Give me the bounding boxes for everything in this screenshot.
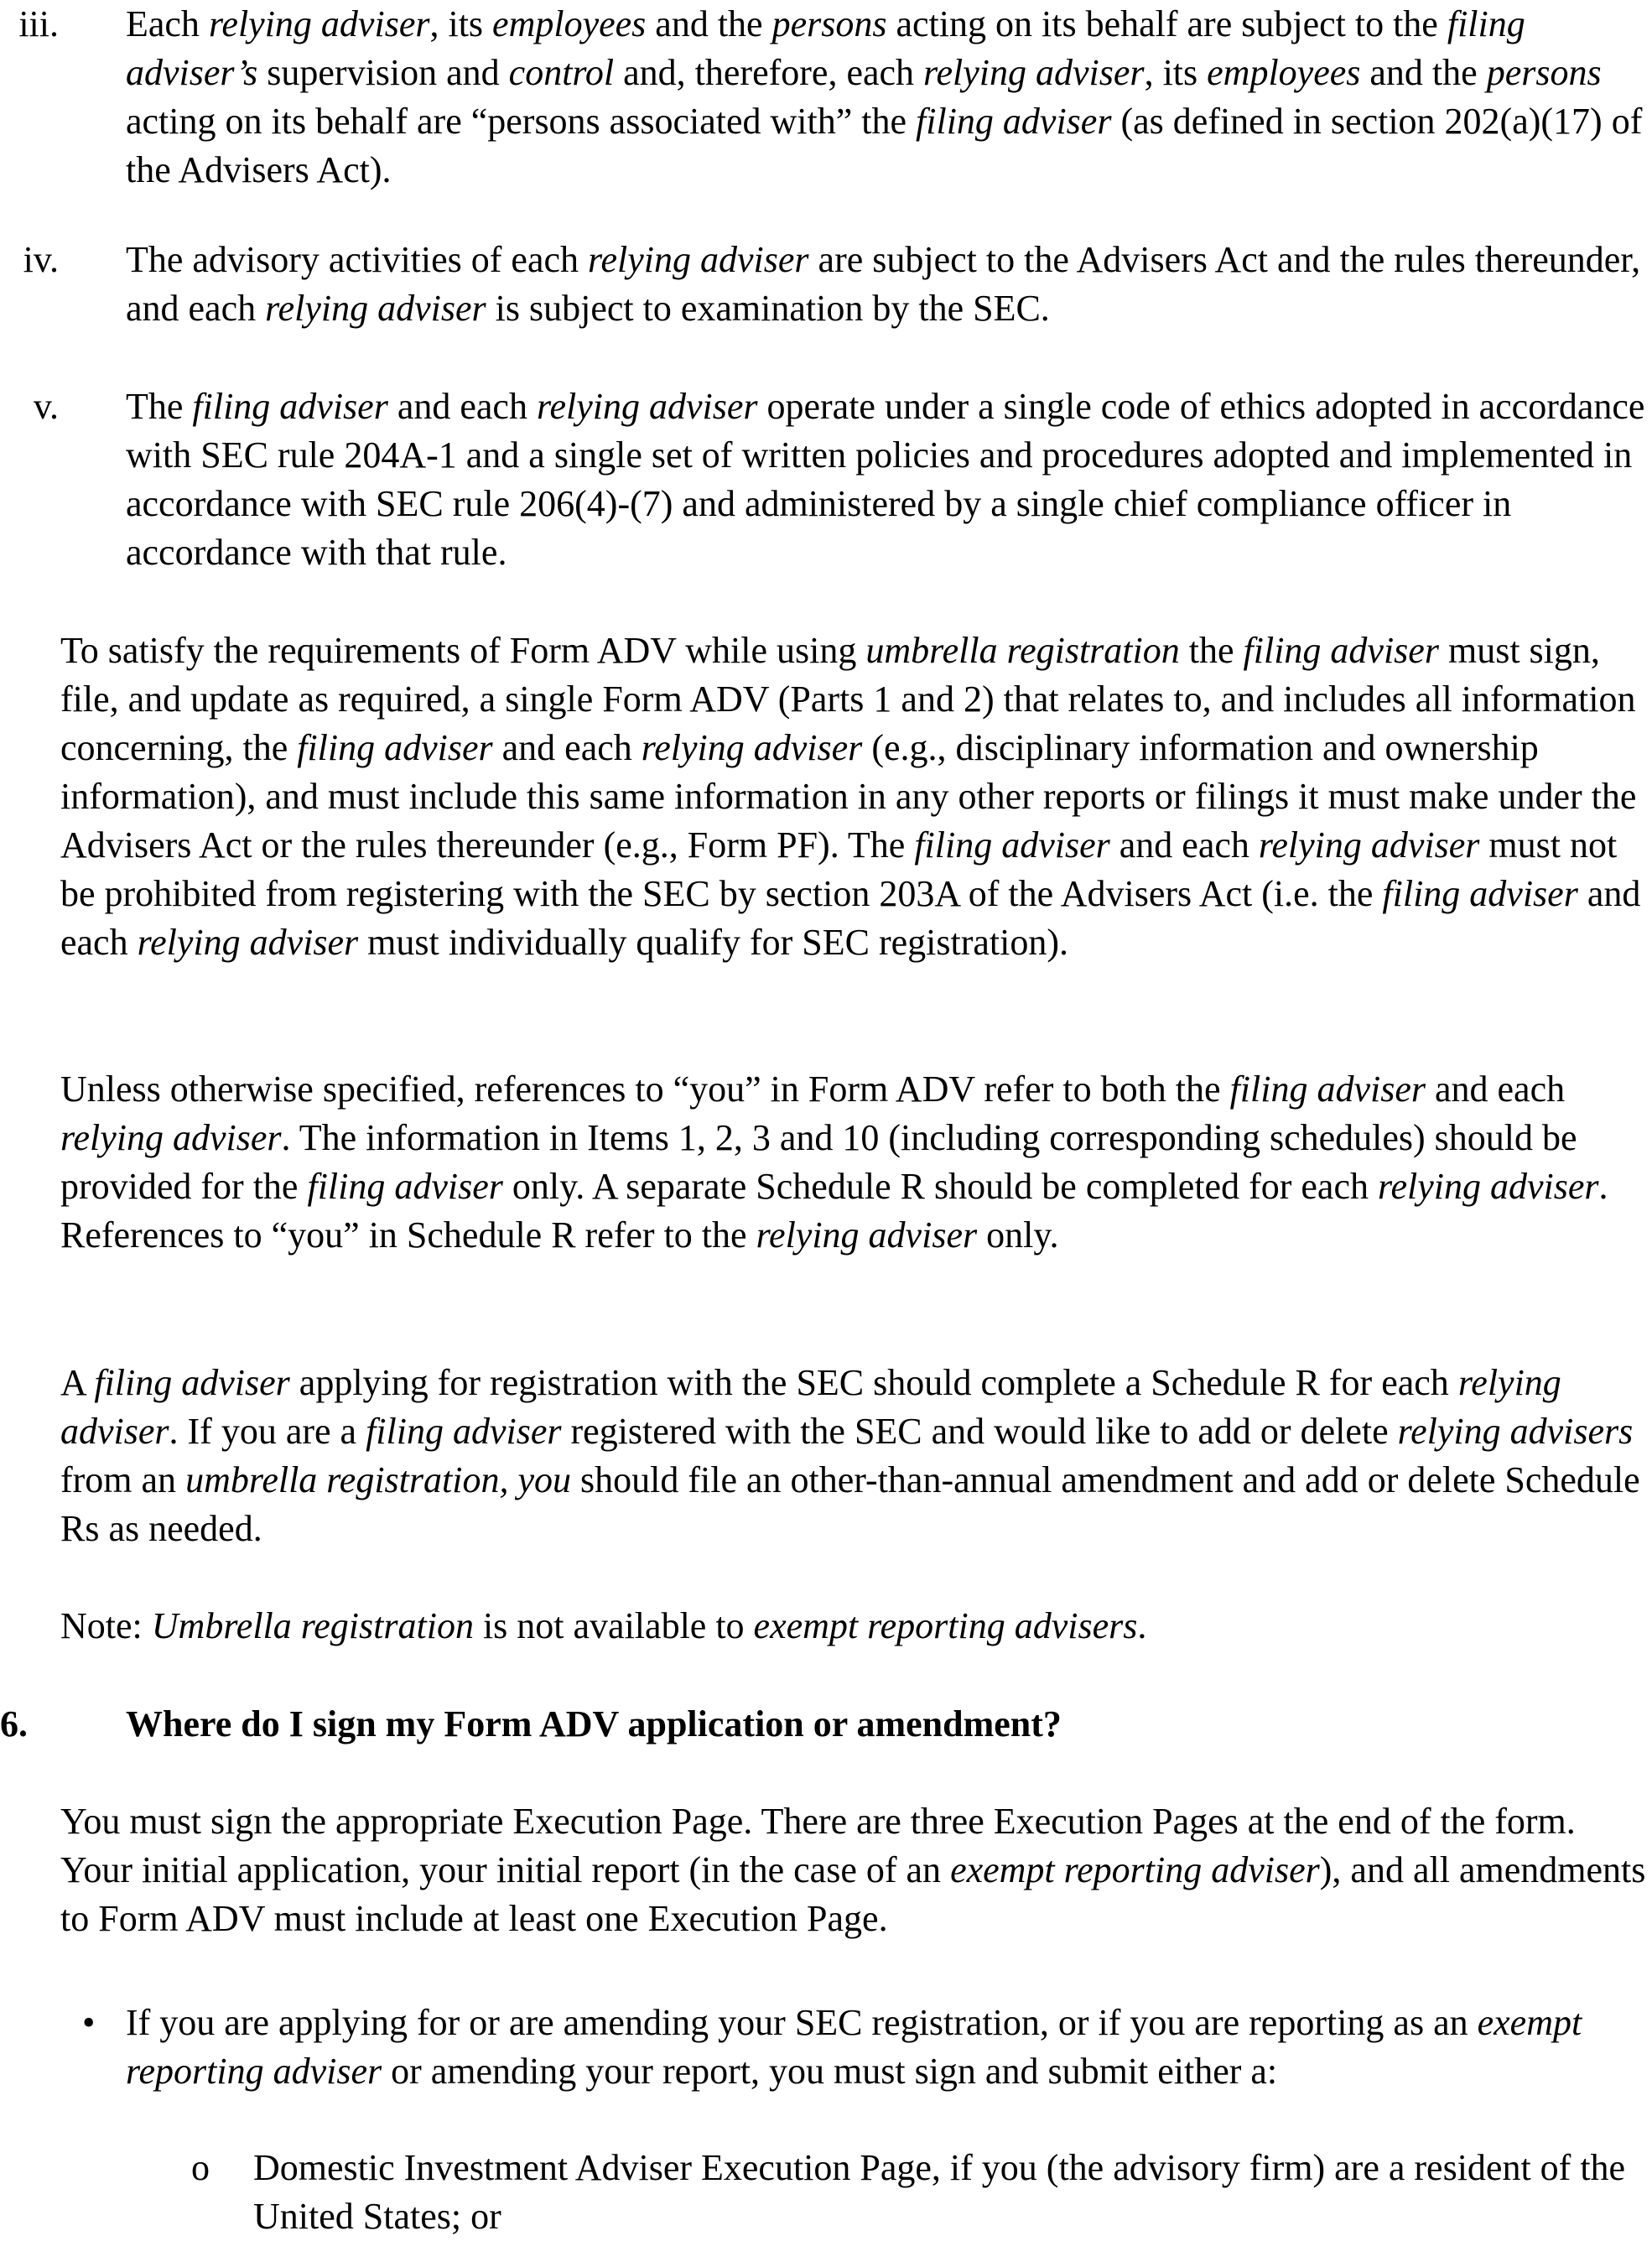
italic-term: filing adviser (1229, 1069, 1426, 1110)
italic-term: filing adviser (1382, 873, 1578, 914)
text-run: and the (1360, 52, 1487, 93)
list-item-text (126, 382, 1652, 577)
text-run: supervision and (257, 52, 509, 93)
list-item-text (126, 236, 1652, 333)
paragraph-answer (60, 1797, 1652, 1943)
text-run: The (126, 386, 193, 427)
italic-term: Umbrella registration (151, 1605, 474, 1646)
text-run: and the (646, 3, 772, 44)
italic-term: filing adviser (1243, 630, 1439, 671)
text-run: registered with the SEC and would like to add or delete (561, 1411, 1398, 1452)
italic-term: filing adviser (366, 1411, 562, 1452)
italic-term: relying adviser (137, 922, 359, 963)
text-run: is not available to (473, 1605, 754, 1646)
text-run: must individually qualify for SEC registration). (358, 922, 1069, 963)
text-run: , its (429, 3, 493, 44)
text-run: . The information in Items 1, 2, 3 and 10 (including corresponding schedules) should be provided for the (60, 1117, 1577, 1207)
paragraph-schedule-r (60, 1359, 1652, 1553)
text-run: only. (977, 1214, 1059, 1256)
text-run: Each (126, 3, 209, 44)
text-run: ), and all amendments to Form ADV must include at least one Execution Page. (60, 1849, 1646, 1939)
italic-term: control (508, 52, 615, 93)
italic-term: exempt reporting adviser (950, 1849, 1320, 1890)
text-run: Note: (60, 1605, 152, 1646)
italic-term: persons (771, 3, 887, 44)
text-run: must not be prohibited from registering with the SEC by section 203A of the Advisers Act (i.e. the (60, 824, 1618, 914)
text-run: operate under a single code of ethics adopted in accordance with SEC rule 204A-1 and a single set of written policies and procedures adopted and implemented in accordance with SEC rule 206(4)-(7) and administered by a single chief compliance officer in accordance with that rule. (126, 386, 1645, 573)
list-marker: v. (33, 386, 59, 427)
text-run: and each (387, 386, 537, 427)
text-run: . (1137, 1605, 1147, 1646)
question-number: 6. (0, 1703, 28, 1744)
text-run: Domestic Investment Adviser Execution Page, if you (the advisory firm) are a resident of the United States; or (253, 2147, 1626, 2237)
text-run: or amending your report, you must sign and submit either a: (382, 2051, 1278, 2092)
italic-term: employees (1207, 52, 1361, 93)
italic-term: filing adviser (297, 727, 493, 768)
text-run: If you are applying for or are amending your SEC registration, or if you are reporting as an (126, 2002, 1478, 2043)
italic-term: employees (492, 3, 647, 44)
text-run: are subject to the Advisers Act and the rules thereunder, and each (126, 239, 1641, 329)
text-run: (as defined in section 202(a)(17) of the Advisers Act). (126, 101, 1643, 190)
italic-term: relying adviser (588, 239, 809, 280)
italic-term: filing adviser (94, 1362, 290, 1403)
text-run: should file an other-than-annual amendment and add or delete Schedule Rs as needed. (60, 1459, 1640, 1549)
text-run: To satisfy the requirements of Form ADV while using (60, 630, 866, 671)
italic-term: umbrella registration (865, 630, 1180, 671)
list-marker: iii. (18, 3, 59, 44)
italic-term: relying adviser (60, 1362, 1561, 1452)
text-run: You must sign the appropriate Execution Page. There are three Execution Pages at the end of the form. Your initial application, your initial report (in the case of an (60, 1801, 1576, 1890)
text-run: from an (60, 1459, 186, 1500)
italic-term: relying adviser (265, 288, 486, 329)
sub-bullet-item (253, 2144, 1652, 2241)
text-run: The advisory activities of each (126, 239, 589, 280)
italic-term: relying adviser (60, 1117, 282, 1158)
italic-term: relying adviser (641, 727, 863, 768)
text-run: (e.g., disciplinary information and ownership information), and must include this same information in any other reports or filings it must make under the Advisers Act or the rules thereunder (e.g., Form PF). The (60, 727, 1637, 866)
italic-term: umbrella registration, you (185, 1459, 571, 1500)
question-title: Where do I sign my Form ADV application or amendment? (126, 1703, 1062, 1744)
text-run: . If you are a (169, 1411, 366, 1452)
text-run: . References to “you” in Schedule R refer to the (60, 1166, 1608, 1256)
text-run: only. A separate Schedule R should be completed for each (502, 1166, 1378, 1207)
paragraph-references-you (60, 1065, 1652, 1260)
italic-term: relying adviser (536, 386, 758, 427)
italic-term: exempt reporting advisers (753, 1605, 1138, 1646)
text-run: Unless otherwise specified, references to “you” in Form ADV refer to both the (60, 1069, 1230, 1110)
italic-term: relying adviser (208, 3, 430, 44)
italic-term: filing adviser (307, 1166, 503, 1207)
text-run: the (1179, 630, 1244, 671)
text-run: and each (492, 727, 642, 768)
italic-term: filing adviser (916, 101, 1112, 142)
italic-term: relying adviser (923, 52, 1145, 93)
text-run: and each (1426, 1069, 1566, 1110)
text-run: , its (1144, 52, 1208, 93)
italic-term: filing adviser (192, 386, 388, 427)
bullet-icon: • (82, 2002, 96, 2043)
text-run: is subject to examination by the SEC. (486, 288, 1050, 329)
text-run: A (60, 1362, 95, 1403)
list-item-text (126, 0, 1652, 195)
italic-term: filing adviser’s (126, 3, 1525, 93)
text-run: must sign, file, and update as required, a single Form ADV (Parts 1 and 2) that relates to, and includes all information concerning, the (60, 630, 1636, 768)
text-run: and each (1109, 824, 1259, 866)
italic-term: relying adviser (1258, 824, 1480, 866)
paragraph-note (60, 1602, 1652, 1651)
italic-term: exempt reporting adviser (126, 2002, 1582, 2092)
italic-term: relying advisers (1397, 1411, 1634, 1452)
text-run: and, therefore, each (614, 52, 924, 93)
italic-term: persons (1486, 52, 1602, 93)
list-marker: iv. (23, 239, 59, 280)
paragraph-umbrella-requirements (60, 627, 1652, 967)
text-run: acting on its behalf are subject to the (886, 3, 1447, 44)
italic-term: relying adviser (756, 1214, 978, 1256)
text-run: and each (60, 873, 1641, 963)
bullet-item (126, 1999, 1652, 2096)
text-run: applying for registration with the SEC should complete a Schedule R for each (289, 1362, 1458, 1403)
text-run: acting on its behalf are “persons associated with” the (126, 101, 917, 142)
sub-bullet-icon: o (191, 2147, 210, 2188)
italic-term: filing adviser (914, 824, 1110, 866)
italic-term: relying adviser (1377, 1166, 1599, 1207)
